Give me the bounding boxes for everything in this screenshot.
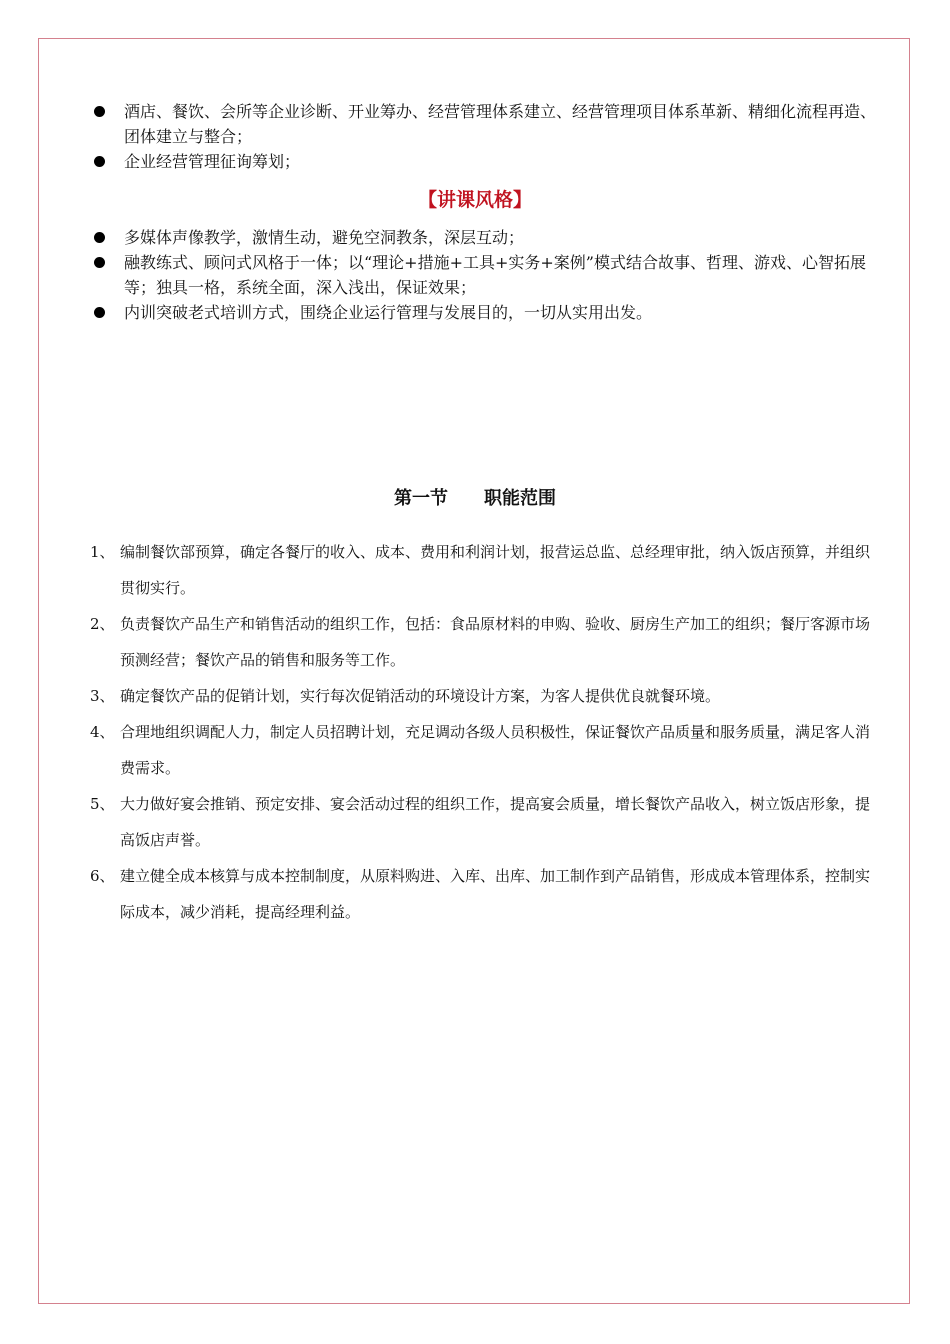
list-item-text: 融教练式、顾问式风格于一体；以“理论+措施+工具+实务+案例”模式结合故事、哲理、游戏、心智拓展等；独具一格，系统全面，深入浅出，保证效果； (124, 253, 866, 297)
duties-list (90, 534, 870, 930)
section-heading-teaching-style: 【讲课风格】 (417, 189, 532, 211)
duty-number: 6、 (90, 867, 115, 885)
bullet-icon (94, 307, 105, 318)
duty-item (90, 606, 870, 678)
bullet-icon (94, 106, 105, 117)
duty-item (90, 678, 870, 714)
duty-text: 负责餐饮产品生产和销售活动的组织工作，包括：食品原材料的申购、验收、厨房生产加工的组织；餐厅客源市场预测经营；餐饮产品的销售和服务等工作。 (120, 615, 871, 669)
list-item-text: 内训突破老式培训方式，围绕企业运行管理与发展目的，一切从实用出发。 (124, 303, 653, 322)
duty-item (90, 534, 870, 606)
duty-number: 5、 (90, 795, 115, 813)
duty-item (90, 714, 870, 786)
duty-text: 建立健全成本核算与成本控制制度，从原料购进、入库、出库、加工制作到产品销售，形成成本管理体系，控制实际成本，减少消耗，提高经理利益。 (120, 867, 871, 921)
list-item (92, 250, 882, 300)
chapter-title: 第一节 职能范围 (394, 488, 556, 509)
list-item (92, 149, 882, 174)
list-item (92, 99, 882, 149)
intro-list (92, 99, 882, 174)
duty-item (90, 858, 870, 930)
list-item-text: 酒店、餐饮、会所等企业诊断、开业筹办、经营管理体系建立、经营管理项目体系革新、精细化流程再造、团体建立与整合； (124, 102, 877, 146)
list-item (92, 225, 882, 250)
duty-text: 大力做好宴会推销、预定安排、宴会活动过程的组织工作，提高宴会质量，增长餐饮产品收入，树立饭店形象，提高饭店声誉。 (120, 795, 871, 849)
bullet-icon (94, 156, 105, 167)
duty-text: 编制餐饮部预算，确定各餐厅的收入、成本、费用和利润计划，报营运总监、总经理审批，纳入饭店预算，并组织贯彻实行。 (120, 543, 871, 597)
duty-item (90, 786, 870, 858)
duty-text: 合理地组织调配人力，制定人员招聘计划，充足调动各级人员积极性，保证餐饮产品质量和服务质量，满足客人消费需求。 (120, 723, 871, 777)
list-item-text: 多媒体声像教学，激情生动，避免空洞教条，深层互动； (124, 228, 525, 247)
teaching-style-list (92, 225, 882, 325)
list-item (92, 300, 882, 325)
list-item-text: 企业经营管理征询筹划； (124, 152, 301, 171)
duty-text: 确定餐饮产品的促销计划，实行每次促销活动的环境设计方案，为客人提供优良就餐环境。 (120, 687, 721, 705)
duty-number: 4、 (90, 723, 115, 741)
duty-number: 2、 (90, 615, 115, 633)
duty-number: 1、 (90, 543, 115, 561)
duty-number: 3、 (90, 687, 115, 705)
bullet-icon (94, 232, 105, 243)
bullet-icon (94, 257, 105, 268)
